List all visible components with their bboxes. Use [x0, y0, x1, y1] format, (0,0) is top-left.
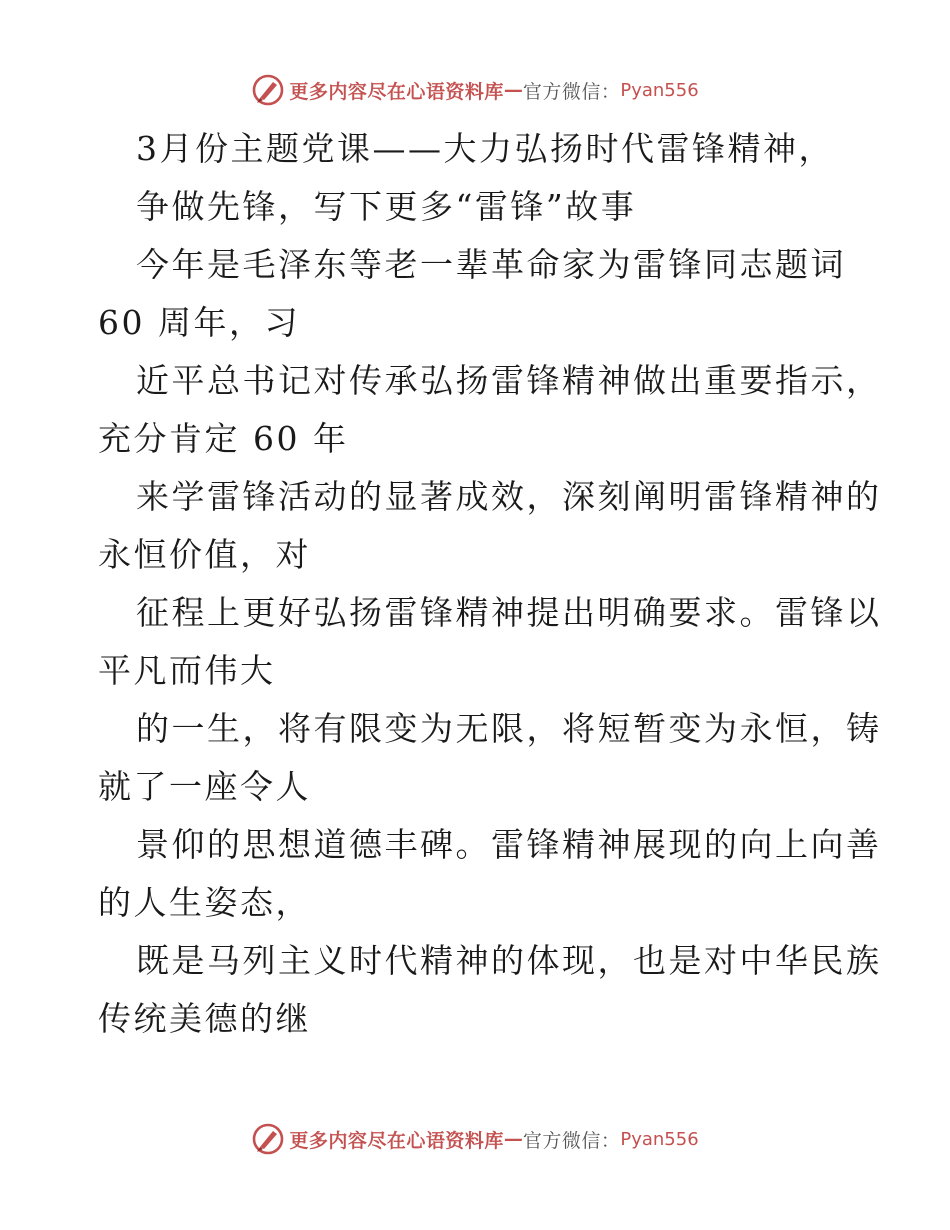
- title-line-2: 争做先锋，写下更多“雷锋”故事: [136, 187, 637, 226]
- paragraph-line: 平凡而伟大: [98, 651, 276, 690]
- watermark-wechat-label: 官方微信：: [522, 80, 621, 103]
- watermark-dash: —: [503, 79, 523, 101]
- paragraph-line: 60 周年，习: [98, 303, 300, 342]
- paragraph-line: 今年是毛泽东等老一辈革命家为雷锋同志题词: [136, 245, 846, 284]
- footer-watermark: [0, 1119, 950, 1159]
- watermark-wechat-label: 官方微信：: [522, 1129, 621, 1152]
- title-line-1: 3月份主题党课——大力弘扬时代雷锋精神，: [136, 129, 834, 168]
- paragraph-line: 传统美德的继: [98, 999, 311, 1038]
- watermark-site-text: 更多内容尽在心语资料库: [289, 80, 504, 103]
- watermark-wechat-id: Pyan556: [620, 79, 699, 101]
- paragraph-line: 的人生姿态，: [98, 883, 311, 922]
- paragraph-line: 景仰的思想道德丰碑。雷锋精神展现的向上向善: [136, 825, 882, 864]
- paragraph-line: 充分肯定 60 年: [98, 419, 349, 458]
- watermark-wechat-id: Pyan556: [620, 1128, 699, 1150]
- paragraph-line: 的一生，将有限变为无限，将短暂变为永恒，铸: [136, 709, 882, 748]
- document-body: [98, 120, 882, 1048]
- paragraph-line: 来学雷锋活动的显著成效，深刻阐明雷锋精神的: [136, 477, 882, 516]
- quill-logo-icon: [251, 73, 285, 107]
- paragraph-line: 就了一座令人: [98, 767, 311, 806]
- paragraph-line: 永恒价值，对: [98, 535, 311, 574]
- watermark-dash: —: [503, 1128, 523, 1150]
- quill-logo-icon: [251, 1122, 285, 1156]
- header-watermark: [0, 70, 950, 110]
- paragraph-line: 征程上更好弘扬雷锋精神提出明确要求。雷锋以: [136, 593, 882, 632]
- paragraph-line: 近平总书记对传承弘扬雷锋精神做出重要指示，: [136, 361, 882, 400]
- paragraph-line: 既是马列主义时代精神的体现，也是对中华民族: [136, 941, 882, 980]
- watermark-site-text: 更多内容尽在心语资料库: [289, 1129, 504, 1152]
